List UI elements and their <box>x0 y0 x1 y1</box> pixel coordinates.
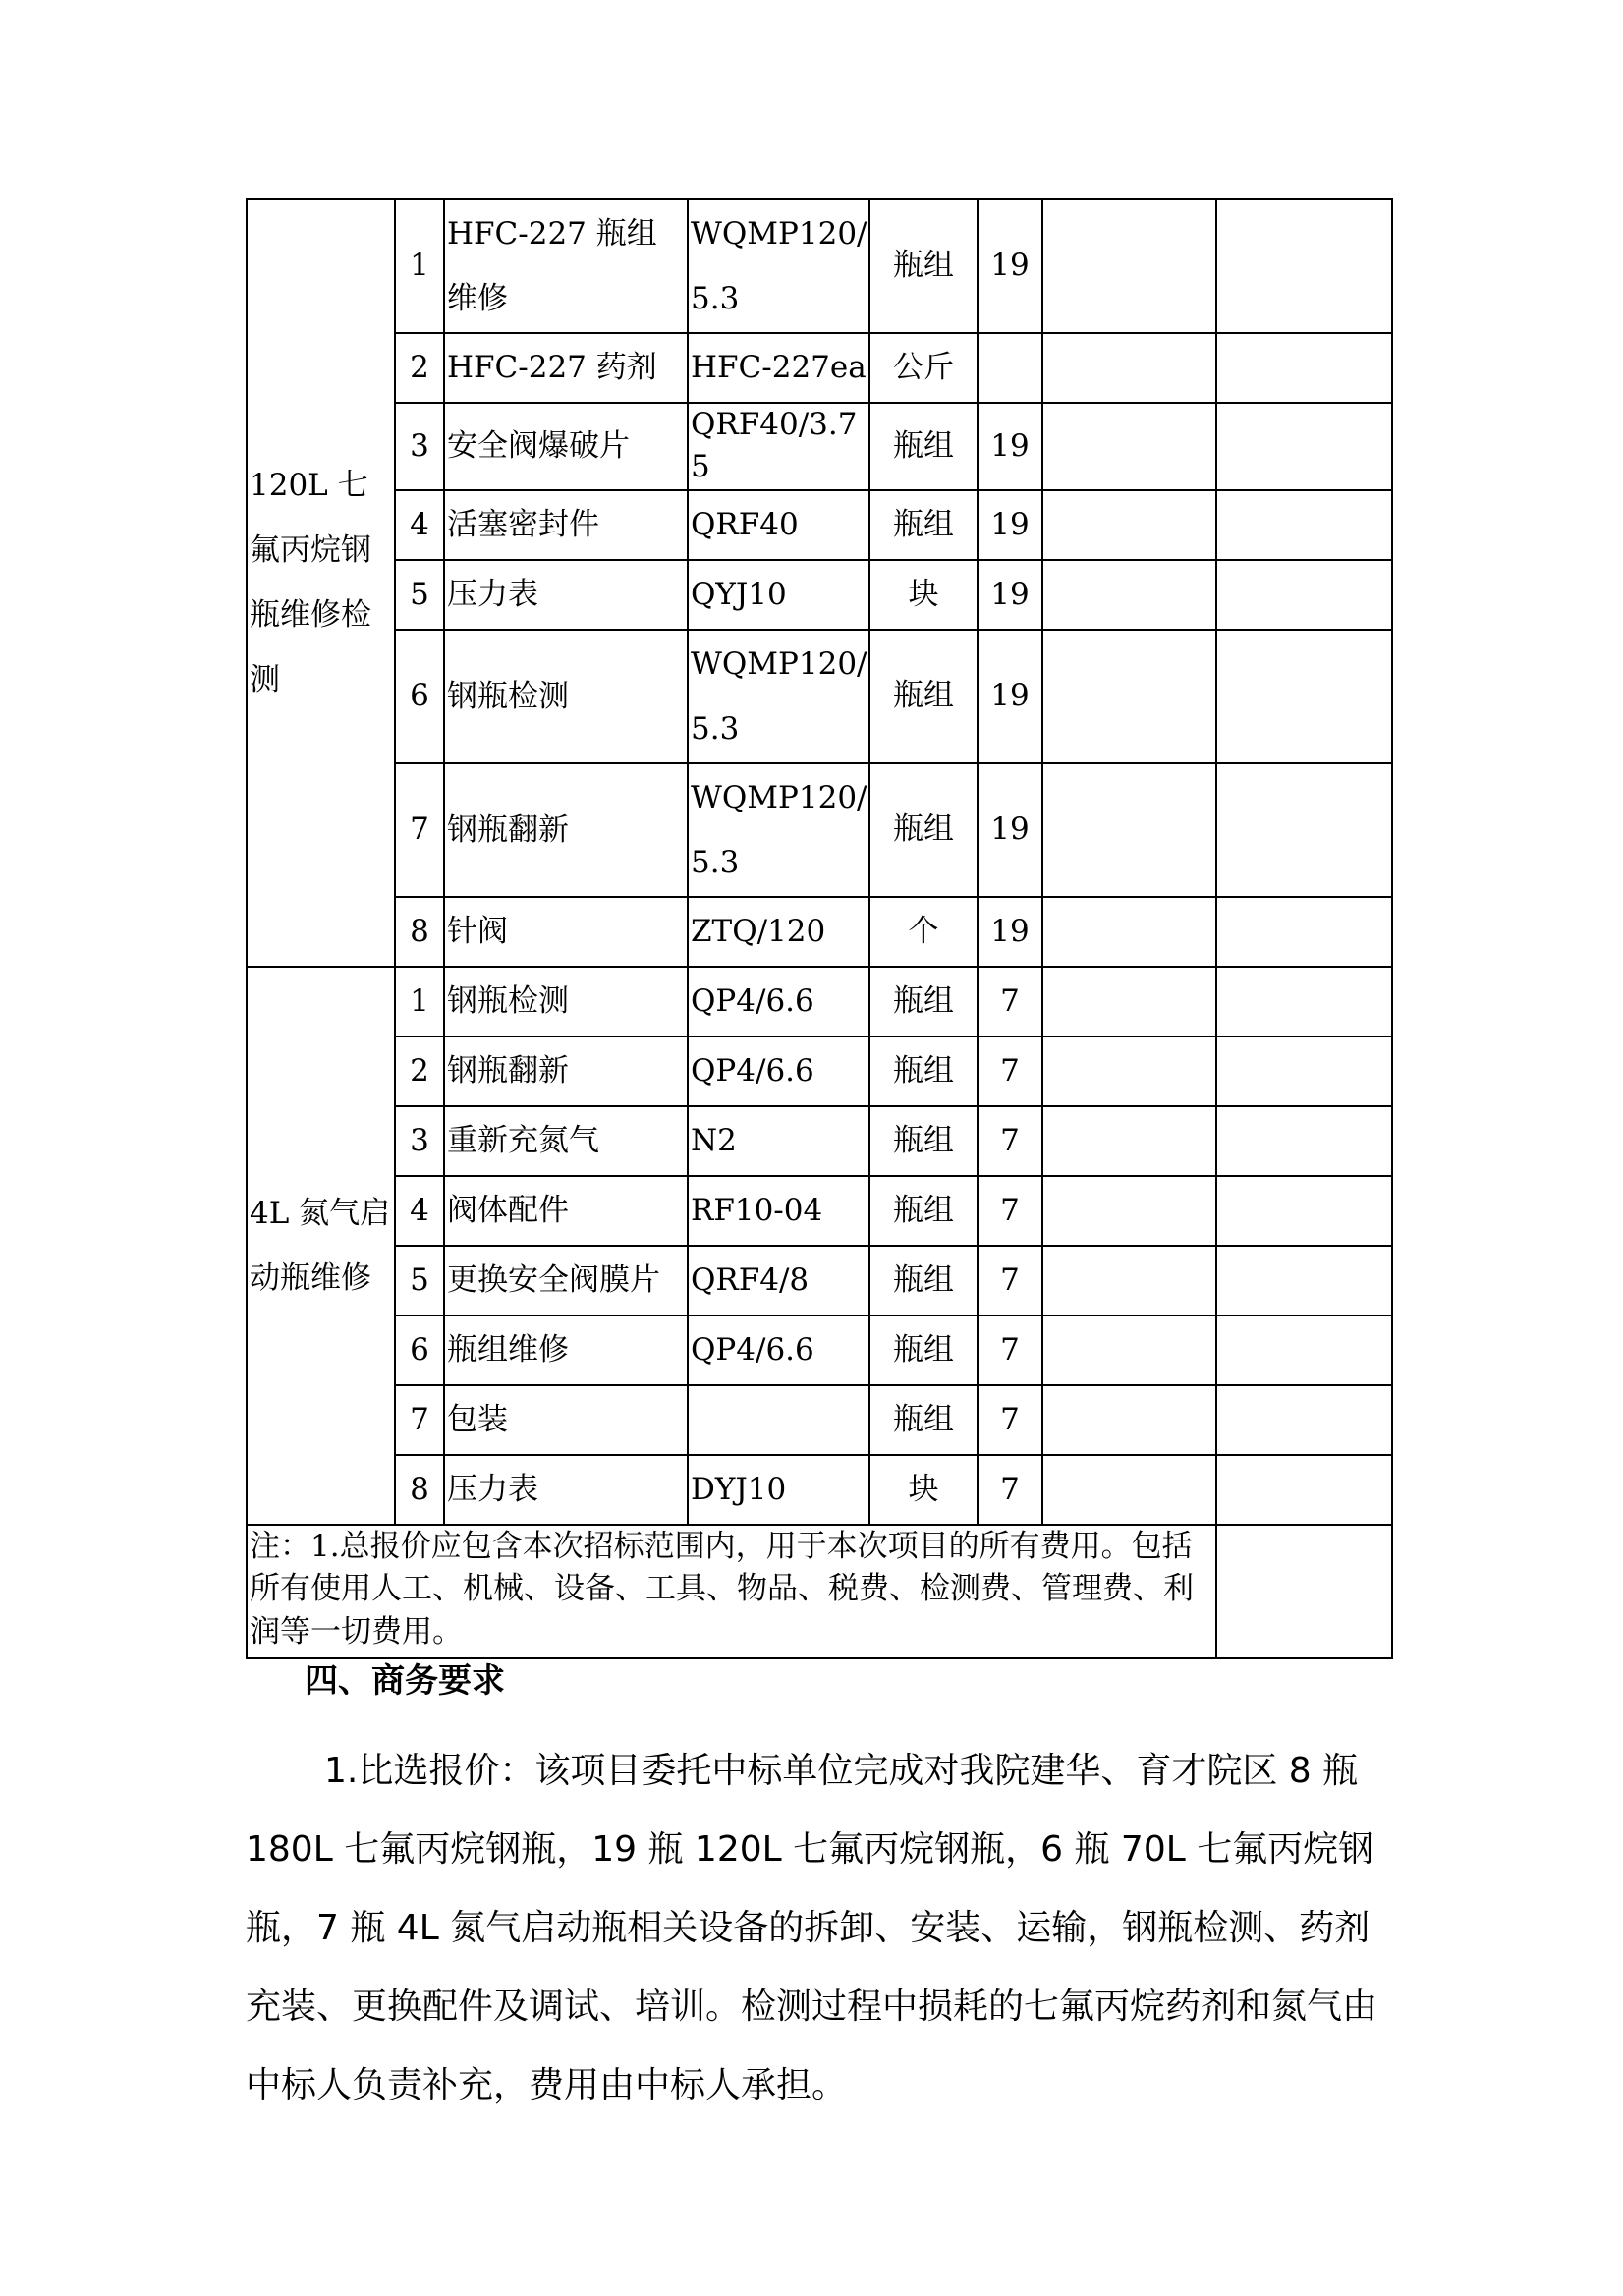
model-cell: QRF40/3.75 <box>688 403 869 490</box>
item-cell: 钢瓶翻新 <box>444 1036 688 1106</box>
table-row <box>247 967 1392 1036</box>
unit-cell: 瓶组 <box>869 1106 978 1176</box>
empty-cell <box>1216 199 1392 333</box>
model-cell: QP4/6.6 <box>688 1316 869 1385</box>
empty-cell <box>1216 333 1392 403</box>
number-cell: 7 <box>395 763 444 897</box>
unit-cell: 个 <box>869 897 978 967</box>
item-cell: 钢瓶检测 <box>444 630 688 763</box>
number-cell: 6 <box>395 630 444 763</box>
item-cell: 重新充氮气 <box>444 1106 688 1176</box>
unit-cell: 瓶组 <box>869 1246 978 1316</box>
quantity-cell: 19 <box>978 630 1042 763</box>
model-cell: WQMP120/5.3 <box>688 199 869 333</box>
empty-cell <box>1216 1246 1392 1316</box>
unit-cell: 瓶组 <box>869 1036 978 1106</box>
empty-cell <box>1216 1525 1392 1658</box>
model-cell: N2 <box>688 1106 869 1176</box>
empty-cell <box>1216 1385 1392 1455</box>
table-row <box>247 1106 1392 1176</box>
empty-cell <box>1042 1106 1216 1176</box>
empty-cell <box>1216 967 1392 1036</box>
empty-cell <box>1216 1455 1392 1525</box>
number-cell: 8 <box>395 1455 444 1525</box>
table-row <box>247 1316 1392 1385</box>
empty-cell <box>1042 490 1216 560</box>
unit-cell: 瓶组 <box>869 763 978 897</box>
item-cell: HFC-227 瓶组维修 <box>444 199 688 333</box>
model-cell: QRF4/8 <box>688 1246 869 1316</box>
empty-cell <box>1042 897 1216 967</box>
table-row <box>247 403 1392 490</box>
empty-cell <box>1216 763 1392 897</box>
model-cell: QRF40 <box>688 490 869 560</box>
quantity-cell: 19 <box>978 560 1042 630</box>
model-cell: WQMP120/5.3 <box>688 630 869 763</box>
quantity-cell: 19 <box>978 199 1042 333</box>
unit-cell: 块 <box>869 560 978 630</box>
number-cell: 5 <box>395 560 444 630</box>
table-row <box>247 897 1392 967</box>
empty-cell <box>1216 1106 1392 1176</box>
table-row <box>247 763 1392 897</box>
unit-cell: 瓶组 <box>869 490 978 560</box>
model-cell: HFC-227ea <box>688 333 869 403</box>
number-cell: 7 <box>395 1385 444 1455</box>
unit-cell: 瓶组 <box>869 967 978 1036</box>
table-row <box>247 630 1392 763</box>
empty-cell <box>1042 1455 1216 1525</box>
note-row <box>247 1525 1392 1658</box>
equipment-table <box>246 198 1393 1659</box>
empty-cell <box>1216 560 1392 630</box>
model-cell <box>688 1385 869 1455</box>
model-cell: QP4/6.6 <box>688 1036 869 1106</box>
quantity-cell: 19 <box>978 763 1042 897</box>
unit-cell: 瓶组 <box>869 1316 978 1385</box>
empty-cell <box>1042 1176 1216 1246</box>
number-cell: 6 <box>395 1316 444 1385</box>
empty-cell <box>1042 967 1216 1036</box>
number-cell: 2 <box>395 333 444 403</box>
empty-cell <box>1042 1316 1216 1385</box>
table-row <box>247 1036 1392 1106</box>
item-cell: 活塞密封件 <box>444 490 688 560</box>
quantity-cell: 7 <box>978 1036 1042 1106</box>
empty-cell <box>1042 1036 1216 1106</box>
number-cell: 8 <box>395 897 444 967</box>
quantity-cell: 19 <box>978 403 1042 490</box>
quantity-cell: 19 <box>978 897 1042 967</box>
quantity-cell <box>978 333 1042 403</box>
number-cell: 3 <box>395 403 444 490</box>
note-cell: 注：1.总报价应包含本次招标范围内，用于本次项目的所有费用。包括所有使用人工、机械、设备、工具、物品、税费、检测费、管理费、利润等一切费用。 <box>247 1525 1216 1658</box>
table-row <box>247 1385 1392 1455</box>
model-cell: RF10-04 <box>688 1176 869 1246</box>
empty-cell <box>1216 1036 1392 1106</box>
quantity-cell: 19 <box>978 490 1042 560</box>
item-cell: 针阀 <box>444 897 688 967</box>
model-cell: QP4/6.6 <box>688 967 869 1036</box>
empty-cell <box>1042 763 1216 897</box>
table-row <box>247 1176 1392 1246</box>
empty-cell <box>1042 1246 1216 1316</box>
quantity-cell: 7 <box>978 967 1042 1036</box>
empty-cell <box>1216 630 1392 763</box>
table-row <box>247 1246 1392 1316</box>
empty-cell <box>1216 490 1392 560</box>
empty-cell <box>1216 897 1392 967</box>
unit-cell: 瓶组 <box>869 630 978 763</box>
model-cell: WQMP120/5.3 <box>688 763 869 897</box>
empty-cell <box>1042 403 1216 490</box>
unit-cell: 瓶组 <box>869 1176 978 1246</box>
quantity-cell: 7 <box>978 1176 1042 1246</box>
item-cell: 钢瓶检测 <box>444 967 688 1036</box>
quantity-cell: 7 <box>978 1455 1042 1525</box>
item-cell: 压力表 <box>444 560 688 630</box>
empty-cell <box>1216 1176 1392 1246</box>
number-cell: 4 <box>395 1176 444 1246</box>
unit-cell: 瓶组 <box>869 1385 978 1455</box>
item-cell: 瓶组维修 <box>444 1316 688 1385</box>
category-cell: 4L 氮气启动瓶维修 <box>247 967 395 1525</box>
item-cell: HFC-227 药剂 <box>444 333 688 403</box>
number-cell: 3 <box>395 1106 444 1176</box>
empty-cell <box>1216 1316 1392 1385</box>
number-cell: 1 <box>395 967 444 1036</box>
empty-cell <box>1042 333 1216 403</box>
item-cell: 包装 <box>444 1385 688 1455</box>
unit-cell: 瓶组 <box>869 199 978 333</box>
model-cell: ZTQ/120 <box>688 897 869 967</box>
table-row <box>247 199 1392 333</box>
table-row <box>247 333 1392 403</box>
quantity-cell: 7 <box>978 1246 1042 1316</box>
number-cell: 2 <box>395 1036 444 1106</box>
unit-cell: 公斤 <box>869 333 978 403</box>
number-cell: 4 <box>395 490 444 560</box>
number-cell: 1 <box>395 199 444 333</box>
quantity-cell: 7 <box>978 1385 1042 1455</box>
empty-cell <box>1042 630 1216 763</box>
item-cell: 钢瓶翻新 <box>444 763 688 897</box>
item-cell: 压力表 <box>444 1455 688 1525</box>
table-row <box>247 1455 1392 1525</box>
empty-cell <box>1042 199 1216 333</box>
category-cell: 120L 七氟丙烷钢瓶维修检测 <box>247 199 395 967</box>
table-row <box>247 560 1392 630</box>
section-paragraph: 1.比选报价：该项目委托中标单位完成对我院建华、育才院区 8 瓶 180L 七氟丙烷钢瓶，19 瓶 120L 七氟丙烷钢瓶，6 瓶 70L 七氟丙烷钢瓶，7 瓶 4L 氮气启动瓶相关设备的拆卸、安装、运输，钢瓶检测、药剂充装、更换配件及调试、培训。检测过程中损耗的七氟丙烷药剂和氮气由中标人负责补充，费用由中标人承担。 <box>246 1751 1378 2105</box>
quantity-cell: 7 <box>978 1106 1042 1176</box>
item-cell: 更换安全阀膜片 <box>444 1246 688 1316</box>
empty-cell <box>1042 1385 1216 1455</box>
empty-cell <box>1216 403 1392 490</box>
item-cell: 阀体配件 <box>444 1176 688 1246</box>
item-cell: 安全阀爆破片 <box>444 403 688 490</box>
section-heading: 四、商务要求 <box>305 1661 505 1701</box>
table-row <box>247 490 1392 560</box>
unit-cell: 瓶组 <box>869 403 978 490</box>
number-cell: 5 <box>395 1246 444 1316</box>
model-cell: DYJ10 <box>688 1455 869 1525</box>
unit-cell: 块 <box>869 1455 978 1525</box>
empty-cell <box>1042 560 1216 630</box>
model-cell: QYJ10 <box>688 560 869 630</box>
quantity-cell: 7 <box>978 1316 1042 1385</box>
